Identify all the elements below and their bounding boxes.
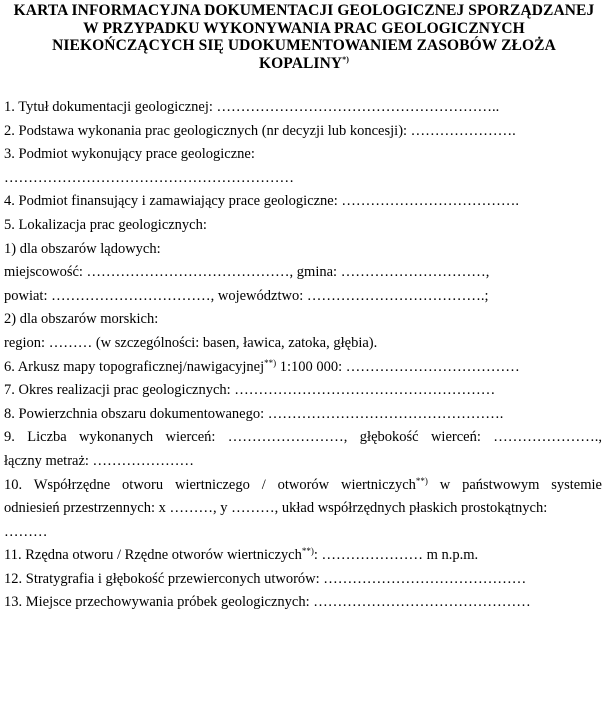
item-5-locality: miejscowość: ……………………………………, gmina: …………………………, <box>4 264 490 281</box>
item-10-footnote-mark: **) <box>415 475 428 486</box>
title-footnote-mark: *) <box>342 54 350 64</box>
item-8-area: 8. Powierzchnia obszaru dokumentowanego: …………………………………………. <box>4 405 504 422</box>
item-10-text-a: 10. Współrzędne otworu wiertniczego / otworów wiertniczych <box>4 476 416 493</box>
document-title <box>0 2 608 72</box>
item-11-text-a: 11. Rzędna otworu / Rzędne otworów wiertniczych <box>4 547 302 564</box>
item-7-period: 7. Okres realizacji prac geologicznych: ……………………………………………… <box>4 382 496 399</box>
item-5-region: region: ……… (w szczególności: basen, ławica, zatoka, głębia). <box>4 334 378 351</box>
item-11-elevation <box>4 544 602 568</box>
item-11-text-b: : ………………… m n.p.m. <box>313 547 479 564</box>
item-3-contractor: 3. Podmiot wykonujący prace geologiczne: <box>4 146 255 163</box>
item-11-footnote-mark: **) <box>301 546 314 557</box>
title-line-4-text: KOPALINY <box>258 54 343 72</box>
title-line-3: NIEKOŃCZĄCYCH SIĘ UDOKUMENTOWANIEM ZASOBÓW ZŁOŻA <box>52 37 556 54</box>
item-13-samples-storage: 13. Miejsce przechowywania próbek geologicznych: ……………………………………… <box>4 594 531 611</box>
item-6-text-a: 6. Arkusz mapy topograficznej/nawigacyjnej <box>4 358 265 375</box>
item-4-investor: 4. Podmiot finansujący i zamawiający prace geologiczne: ………………………………. <box>4 193 520 210</box>
item-6-text-b: 1:100 000: ……………………………… <box>276 358 520 375</box>
item-3-dots: …………………………………………………… <box>4 169 294 186</box>
item-10-text-b: w państwowym systemie <box>427 476 602 493</box>
item-9-total-length: łączny metraż: ………………… <box>4 452 195 469</box>
item-5-location: 5. Lokalizacja prac geologicznych: <box>4 216 207 233</box>
item-10-coordinates <box>4 474 602 498</box>
title-line-2: W PRZYPADKU WYKONYWANIA PRAC GEOLOGICZNYCH <box>83 19 525 37</box>
item-2-basis: 2. Podstawa wykonania prac geologicznych (nr decyzji lub koncesji): …………………. <box>4 122 516 139</box>
item-9-drillings: 9. Liczba wykonanych wierceń: ……………………, głębokość wierceń: …………………., <box>4 429 602 446</box>
item-5-district: powiat: ……………………………, województwo: ……………………………….; <box>4 287 489 304</box>
item-6-footnote-mark: **) <box>264 357 277 368</box>
item-5-land-areas: 1) dla obszarów lądowych: <box>4 240 161 257</box>
item-1-title: 1. Tytuł dokumentacji geologicznej: ………………………………………………….. <box>4 99 500 115</box>
item-5-sea-areas: 2) dla obszarów morskich: <box>4 311 159 328</box>
item-12-stratigraphy: 12. Stratygrafia i głębokość przewierconych utworów: …………………………………… <box>4 570 527 587</box>
title-line-4 <box>6 55 602 73</box>
item-10-coordinates-values: odniesień przestrzennych: x ………, y ………, układ współrzędnych płaskich prostokątnych: <box>4 500 548 517</box>
item-6-map-sheet <box>4 356 602 380</box>
form-body <box>4 96 602 615</box>
title-line-1: KARTA INFORMACYJNA DOKUMENTACJI GEOLOGICZNEJ SPORZĄDZANEJ <box>13 2 595 19</box>
item-10-dots: ……… <box>4 523 48 540</box>
